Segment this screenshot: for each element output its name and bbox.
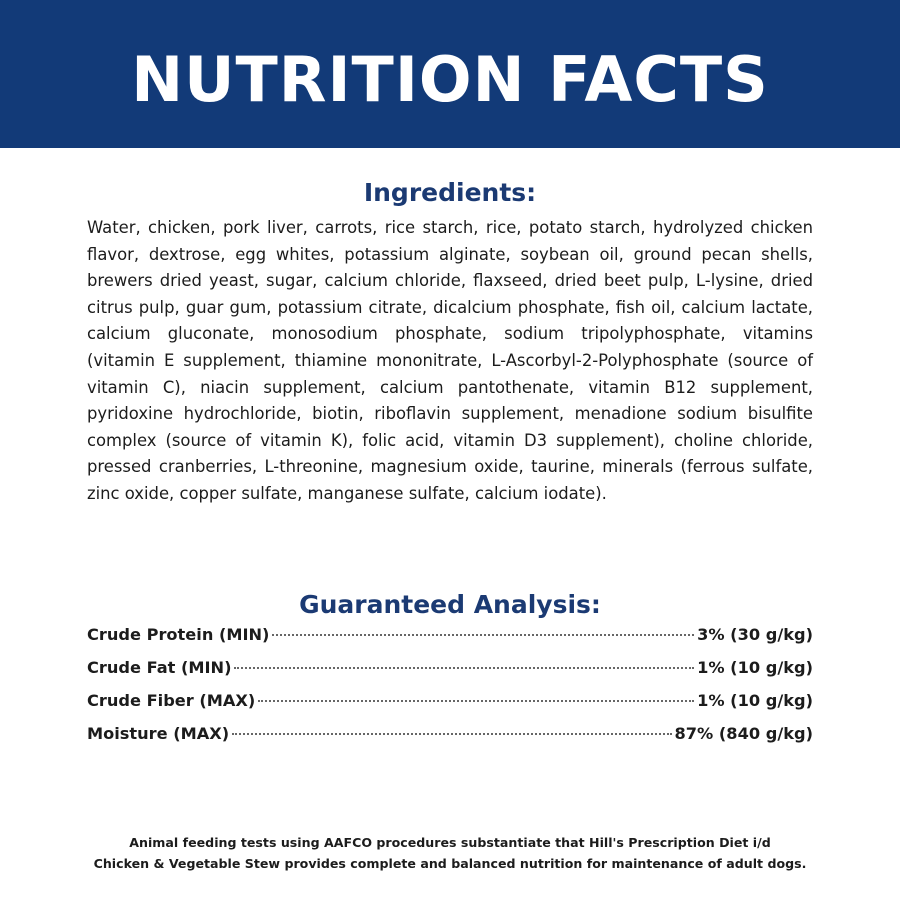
ingredients-heading: Ingredients: <box>363 178 537 207</box>
header-banner <box>0 0 900 148</box>
analysis-label: Crude Protein (MIN) <box>87 625 270 644</box>
dotted-leader <box>258 700 694 702</box>
dotted-leader <box>234 667 694 669</box>
aafco-statement <box>0 832 900 874</box>
guaranteed-analysis-list <box>87 625 813 757</box>
analysis-value: 1% (10 g/kg) <box>697 658 813 677</box>
analysis-row-moisture <box>87 724 813 757</box>
analysis-label: Crude Fiber (MAX) <box>87 691 256 710</box>
dotted-leader <box>272 634 694 636</box>
analysis-row-crude-fat <box>87 658 813 691</box>
analysis-row-crude-fiber <box>87 691 813 724</box>
analysis-label: Crude Fat (MIN) <box>87 658 232 677</box>
analysis-value: 87% (840 g/kg) <box>674 724 813 743</box>
analysis-row-crude-protein <box>87 625 813 658</box>
dotted-leader <box>232 733 671 735</box>
analysis-value: 3% (30 g/kg) <box>697 625 813 644</box>
ingredients-text: Water, chicken, pork liver, carrots, rice starch, rice, potato starch, hydrolyzed chicken flavor, dextrose, egg whites, potassium alginate, soybean oil, ground pecan shells, brewers dried yeast, sugar, calcium chloride, flaxseed, dried beet pulp, L-lysine, dried citrus pulp, guar gum, potassium citrate, dicalcium phosphate, fish oil, calcium lactate, calcium gluconate, monosodium phosphate, sodium tripolyphosphate, vitamins (vitamin E supplement, thiamine mononitrate, L-Ascorbyl-2-Polyphosphate (source of vitamin C), niacin supplement, calcium pantothenate, vitamin B12 supplement, pyridoxine hydrochloride, biotin, riboflavin supplement, menadione sodium bisulfite complex (source of vitamin K), folic acid, vitamin D3 supplement), choline chloride, pressed cranberries, L-threonine, magnesium oxide, taurine, minerals (ferrous sulfate, zinc oxide, copper sulfate, manganese sulfate, calcium iodate). <box>87 218 813 503</box>
aafco-statement-line: Chicken & Vegetable Stew provides complete and balanced nutrition for maintenance of adult dogs. <box>93 856 807 871</box>
analysis-value: 1% (10 g/kg) <box>697 691 813 710</box>
aafco-statement-line: Animal feeding tests using AAFCO procedures substantiate that Hill's Prescription Diet i/d <box>129 835 771 850</box>
guaranteed-analysis-heading: Guaranteed Analysis: <box>299 590 601 619</box>
analysis-label: Moisture (MAX) <box>87 724 230 743</box>
page-title: NUTRITION FACTS <box>131 43 769 116</box>
